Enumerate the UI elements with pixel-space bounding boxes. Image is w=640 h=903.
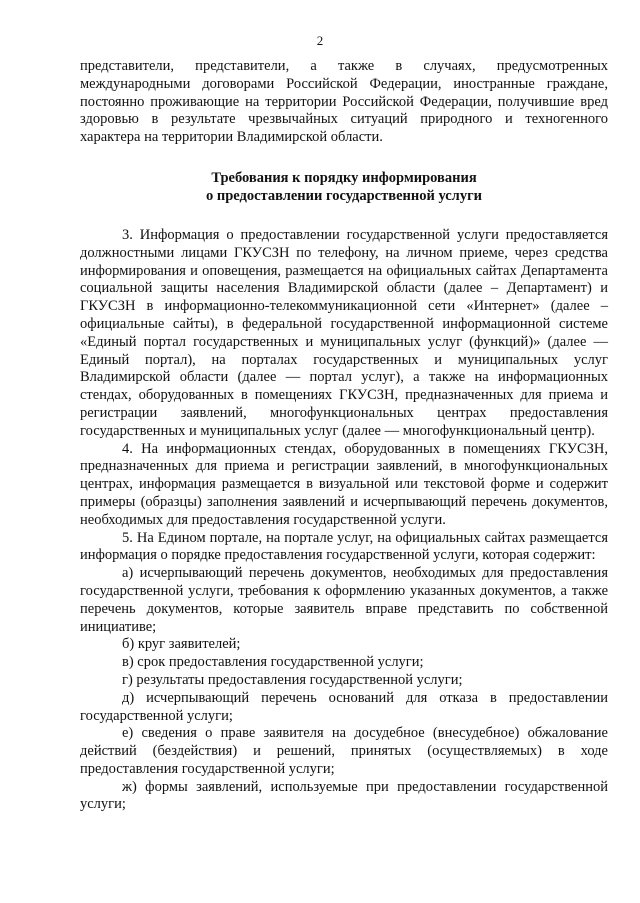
paragraph-3: 3. Информация о предоставлении государственной услуги предоставляется должностными лицами ГКУСЗН по телефону, на личном приеме, через средства информирования и оповещения, размещается на официальных сайтах Департамента социальной защиты населения Владимирской области (далее – Департамент) и ГКУСЗН в информационно-телекоммуникационной сети «Интернет» (далее – официальные сайты), в федеральной государственной информационной системе «Единый портал государственных и муниципальных услуг (функций)» (далее — Единый портал), на порталах государственных и муниципальных услуг Владимирской области (далее — портал услуг), а также на информационных стендах, оборудованных в помещениях ГКУСЗН, предназначенных для приема и регистрации заявлений, многофункциональных центрах предоставления государственных и муниципальных услуг (далее — многофункциональный центр).	[80, 226, 608, 439]
list-item-v: в) срок предоставления государственной услуги;	[122, 654, 424, 671]
section-heading-line-1: Требования к порядку информирования	[211, 169, 477, 186]
section-heading	[80, 169, 608, 205]
list-item-a: а) исчерпывающий перечень документов, необходимых для предоставления государственной услуги, требования к оформлению указанных документов, а также перечень документов, которые заявитель вправе представить по собственной инициативе;	[80, 565, 608, 635]
page-number: 2	[316, 33, 324, 48]
intro-paragraph: представители, представители, а также в случаях, предусмотренных международными договорами Российской Федерации, иностранные граждане, постоянно проживающие на территории Российской Федерации, получившие вред здоровью в результате чрезвычайных ситуаций природного и техногенного характера на территории Владимирской области.	[80, 58, 608, 146]
list-item-g: г) результаты предоставления государственной услуги;	[122, 671, 463, 688]
paragraph-4: 4. На информационных стендах, оборудованных в помещениях ГКУСЗН, предназначенных для приема и регистрации заявлений, в многофункциональных центрах, информация размещается в визуальной или текстовой форме и содержит примеры (образцы) заполнения заявлений и исчерпывающий перечень документов, необходимых для предоставления государственной услуги.	[80, 440, 608, 528]
paragraph-5: 5. На Едином портале, на портале услуг, на официальных сайтах размещается информация о порядке предоставления государственной услуги, которая содержит:	[80, 529, 608, 564]
document-body	[80, 58, 608, 814]
section-heading-line-2: о предоставлении государственной услуги	[205, 187, 483, 204]
list-item-d: д) исчерпывающий перечень оснований для отказа в предоставлении государственной услуги;	[80, 689, 608, 724]
list-item-b: б) круг заявителей;	[122, 636, 241, 653]
list-item-zh: ж) формы заявлений, используемые при предоставлении государственной услуги;	[80, 778, 608, 813]
list-item-e: е) сведения о праве заявителя на досудебное (внесудебное) обжалование действий (бездействия) и решений, принятых (осуществляемых) в ходе предоставления государственной услуги;	[80, 725, 608, 777]
